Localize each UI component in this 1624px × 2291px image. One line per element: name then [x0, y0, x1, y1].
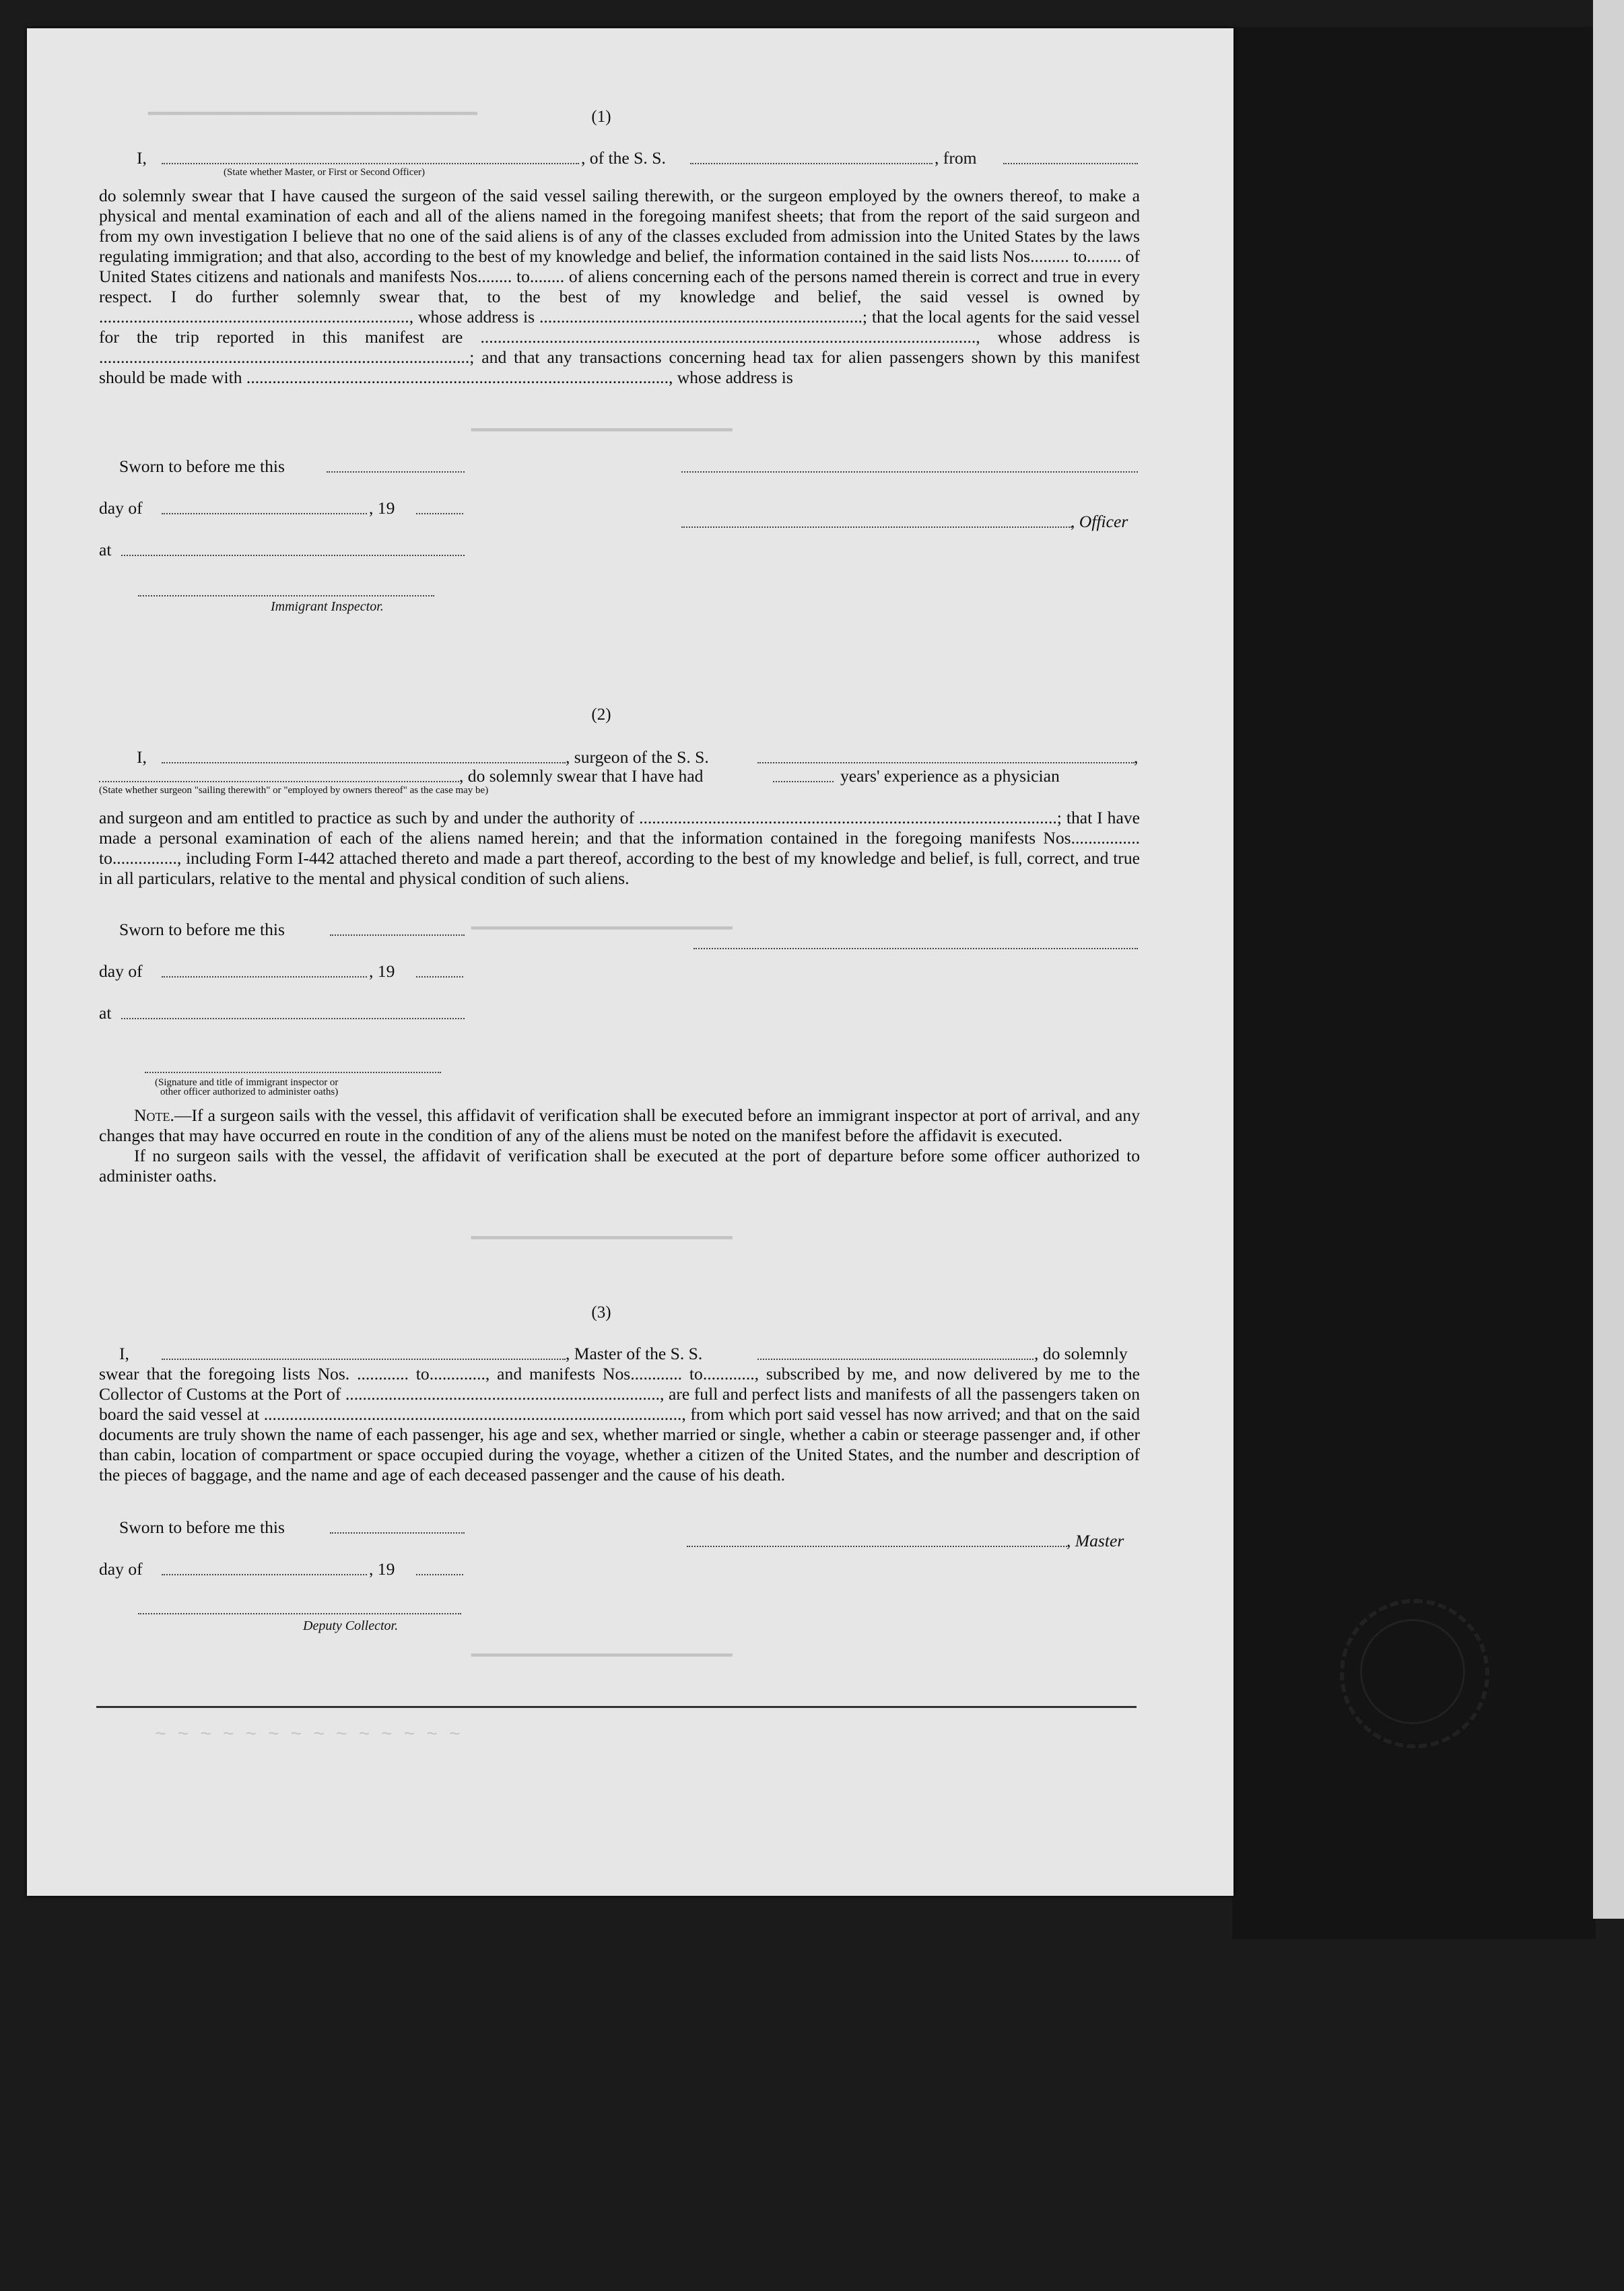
text: Sworn to before me this [119, 920, 285, 939]
section-number: (3) [591, 1303, 611, 1322]
note-text: —If a surgeon sails with the vessel, this affidavit of verification shall be executed before an immigrant inspector at port of arrival, and any changes that may have occurred en route in the condition of any of the aliens must be noted on the manifest before the affidavit is executed. [99, 1105, 1140, 1145]
blank-line [162, 976, 367, 978]
blank-line [690, 163, 933, 164]
text: , 19 [369, 498, 395, 518]
oath-paragraph: swear that the foregoing lists Nos. ............ to............., and manifests Nos............ to............, subscribed by me, and now delivered by me to the Collector of Customs at the Port of ........................................................................., are full and perfect lists and manifests of all the passengers taken on board the said vessel at ................................................................................................., from which port said vessel has now arrived; and that on the said documents are truly shown the name of each passenger, his age and sex, whether married or single, whether a cabin or steerage passenger and, if other than cabin, location of compartment or space occupied during the voyage, whether a citizen of the United States, and the number and description of the pieces of baggage, and the name and age of each deceased passenger and the cause of his death. [99, 1364, 1140, 1484]
blank-line [330, 1532, 465, 1534]
signature-line [138, 595, 434, 596]
text: , 19 [369, 1559, 395, 1579]
text: I, [137, 148, 147, 168]
collector-label: Deputy Collector. [303, 1618, 399, 1633]
blank-line [416, 976, 463, 978]
blank-line [162, 762, 566, 763]
blank-line [121, 555, 465, 556]
blank-line [121, 1018, 465, 1019]
blank-line [416, 513, 463, 514]
note-text-2: If no surgeon sails with the vessel, the affidavit of verification shall be executed at the port of departure before some officer authorized to administer oaths. [99, 1146, 1140, 1186]
note-paragraph [99, 1105, 1140, 1186]
bleed-through: ━━━━━━━━━━━━━━━━━━━━━━━ [471, 920, 733, 941]
text: at [99, 540, 112, 559]
text: day of [99, 498, 143, 518]
officer-label: , Officer [1071, 512, 1128, 531]
oath-paragraph: do solemnly swear that I have caused the surgeon of the said vessel sailing therewith, or the surgeon employed by the owners thereof, to make a physical and mental examination of each and all of the aliens named in the foregoing manifest sheets; that from the report of the said surgeon and from my own investigation I believe that no one of the said aliens is of any of the classes excluded from admission into the United States by the laws regulating immigration; and that also, according to the best of my knowledge and belief, the information contained in the said lists Nos......... to........ of United States citizens and nationals and manifests Nos........ to........ of aliens concerning each of the persons named therein is correct and true in every respect. I do further solemnly swear that, to the best of my knowledge and belief, the said vessel is owned by ........................................................................, whose address is ...........................................................................; that the local agents for the said vessel for the trip reported in this manifest are ..................................................................................................................., whose address is ......................................................................................; and that any transactions concerning head tax for alien passengers shown by this manifest should be made with .................................................................................................., whose address is [99, 186, 1140, 387]
adjacent-page-strip [1593, 0, 1624, 1919]
blank-line [99, 781, 459, 782]
blank-line [327, 471, 465, 473]
caption: (Signature and title of immigrant inspector or [155, 1077, 339, 1088]
text: , do solemnly swear that I have had [459, 766, 704, 786]
bleed-through: ~ ~ ~ ~ ~ ~ ~ ~ ~ ~ ~ ~ ~ ~ [155, 1725, 461, 1746]
blank-line [162, 1359, 566, 1360]
bottom-rule [96, 1706, 1137, 1708]
blank-line [1003, 163, 1138, 164]
text: Sworn to before me this [119, 456, 285, 476]
bleed-through: ━━━━━━━━━━━━━━━━━━━━━━━ [471, 421, 733, 442]
master-label: , Master [1067, 1531, 1124, 1550]
blank-line [162, 513, 367, 514]
text: , do solemnly [1034, 1344, 1128, 1363]
oath-paragraph: and surgeon and am entitled to practice as such by and under the authority of .................................................................................................; that I have made a personal examination of each of the aliens named herein; and that the information contained in the foregoing manifests Nos................ to..............., including Form I-442 attached thereto and made a part thereof, according to the best of my knowledge and belief, is full, correct, and true in all particulars, relative to the mental and physical condition of such aliens. [99, 808, 1140, 888]
caption: (State whether surgeon "sailing therewith" or "employed by owners thereof" as the case may be) [99, 785, 489, 796]
caption: other officer authorized to administer oaths) [160, 1087, 339, 1097]
blank-line [757, 1359, 1034, 1360]
text: , [1134, 747, 1139, 767]
signature-line [138, 1613, 461, 1614]
text: , of the S. S. [581, 148, 666, 168]
signature-line [681, 526, 1072, 528]
text: Sworn to before me this [119, 1517, 285, 1537]
text: I, [137, 747, 147, 767]
blank-line [757, 762, 1135, 763]
signature-line [687, 1546, 1067, 1547]
bleed-through: ━━━━━━━━━━━━━━━━━━━━━━━━━━━━━ [148, 105, 477, 126]
bleed-through: ━━━━━━━━━━━━━━━━━━━━━━━ [471, 1647, 733, 1668]
signature-line [145, 1072, 441, 1073]
signature-line [681, 471, 1138, 473]
text: at [99, 1003, 112, 1023]
signature-line [693, 948, 1138, 949]
text: , from [935, 148, 977, 168]
text: day of [99, 961, 143, 981]
text: I, [119, 1344, 129, 1363]
text: , surgeon of the S. S. [566, 747, 709, 767]
text: day of [99, 1559, 143, 1579]
document-page [27, 28, 1233, 1896]
caption: (State whether Master, or First or Second Officer) [224, 167, 426, 178]
blank-line [773, 781, 834, 782]
note-label: Note. [134, 1105, 174, 1125]
inspector-label: Immigrant Inspector. [271, 599, 384, 614]
blank-line [162, 163, 579, 164]
text: , 19 [369, 961, 395, 981]
bleed-through: ━━━━━━━━━━━━━━━━━━━━━━━ [471, 1229, 733, 1250]
blank-line [416, 1574, 463, 1575]
section-number: (2) [591, 706, 611, 724]
section-number: (1) [591, 108, 611, 126]
blank-line [162, 1574, 367, 1575]
text: years' experience as a physician [840, 766, 1060, 786]
text: , Master of the S. S. [566, 1344, 703, 1363]
blank-line [330, 934, 465, 936]
stamp-mark [1360, 1619, 1465, 1724]
